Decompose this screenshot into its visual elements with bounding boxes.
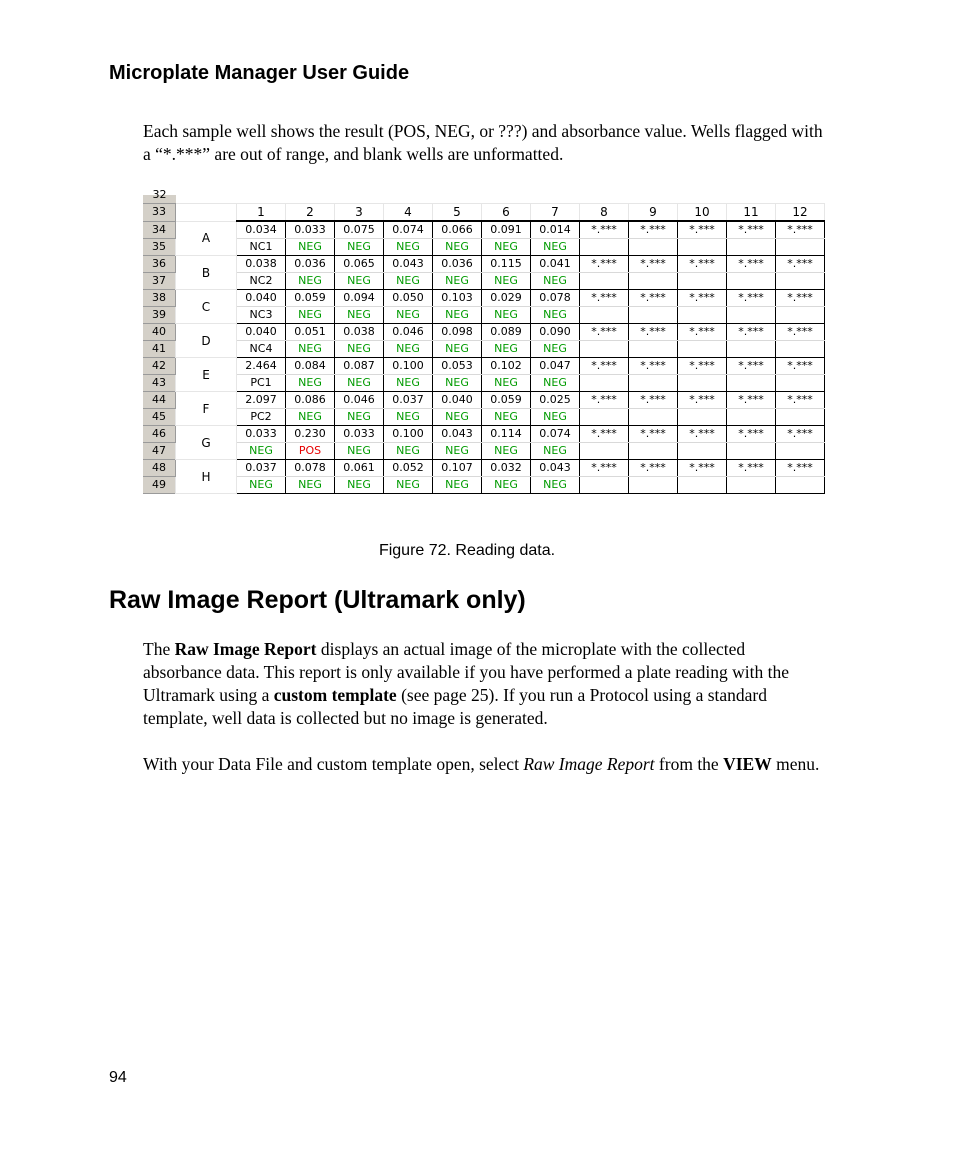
- well-result: NEG: [237, 443, 286, 460]
- well-result: [580, 341, 629, 358]
- well-absorbance: 0.051: [286, 324, 335, 341]
- well-result: NEG: [384, 239, 433, 256]
- spreadsheet-grid: [143, 203, 825, 494]
- column-header: 6: [482, 204, 531, 222]
- plate-row-results: [143, 477, 825, 494]
- well-absorbance: 0.074: [384, 221, 433, 239]
- section-title: Raw Image Report (Ultramark only): [109, 586, 526, 614]
- plate-row-values: [143, 358, 825, 375]
- well-absorbance: *.***: [776, 256, 825, 273]
- well-absorbance: 0.078: [286, 460, 335, 477]
- column-header-row: [143, 204, 825, 222]
- well-absorbance: 0.115: [482, 256, 531, 273]
- well-result: NEG: [482, 443, 531, 460]
- well-absorbance: 0.052: [384, 460, 433, 477]
- intro-text: Each sample well shows the result (POS, NEG, or ???) and absorbance value. Wells flagged with a “*.***” are out of range, and blank wells are unformatted.: [143, 121, 823, 164]
- well-result: [580, 273, 629, 290]
- page-number: 94: [109, 1069, 127, 1086]
- row-number: 48: [143, 460, 176, 477]
- well-result: NEG: [482, 375, 531, 392]
- well-result: [776, 375, 825, 392]
- intro-paragraph: [143, 120, 823, 166]
- plate-row-letter: B: [176, 256, 237, 290]
- well-result: [678, 307, 727, 324]
- well-absorbance: *.***: [629, 392, 678, 409]
- well-result: [727, 273, 776, 290]
- well-result: NC3: [237, 307, 286, 324]
- well-absorbance: *.***: [776, 460, 825, 477]
- plate-row-letter: D: [176, 324, 237, 358]
- well-result: [727, 409, 776, 426]
- well-absorbance: *.***: [629, 290, 678, 307]
- well-absorbance: 0.053: [433, 358, 482, 375]
- well-result: [776, 273, 825, 290]
- well-result: [776, 443, 825, 460]
- well-result: [776, 307, 825, 324]
- well-result: NEG: [335, 239, 384, 256]
- well-result: NEG: [384, 477, 433, 494]
- well-result: NEG: [482, 239, 531, 256]
- well-absorbance: 0.066: [433, 221, 482, 239]
- plate-row-values: [143, 392, 825, 409]
- well-absorbance: *.***: [580, 324, 629, 341]
- well-result: NEG: [482, 341, 531, 358]
- well-absorbance: *.***: [580, 392, 629, 409]
- well-absorbance: *.***: [727, 460, 776, 477]
- well-result: [678, 239, 727, 256]
- well-result: [629, 477, 678, 494]
- section-paragraph-2: With your Data File and custom template open, select Raw Image Report from the VIEW menu.: [143, 754, 820, 774]
- well-absorbance: 0.043: [384, 256, 433, 273]
- well-absorbance: *.***: [678, 460, 727, 477]
- well-result: NEG: [286, 307, 335, 324]
- well-result: [580, 443, 629, 460]
- page-header: Microplate Manager User Guide: [109, 62, 410, 84]
- row-number: 47: [143, 443, 176, 460]
- row-number: 33: [143, 204, 176, 222]
- well-result: NEG: [433, 239, 482, 256]
- well-result: [678, 409, 727, 426]
- well-result: NEG: [384, 307, 433, 324]
- well-result: NEG: [286, 409, 335, 426]
- well-result: NEG: [286, 273, 335, 290]
- well-result: [629, 341, 678, 358]
- well-absorbance: 0.036: [286, 256, 335, 273]
- row-number: 44: [143, 392, 176, 409]
- well-result: NC2: [237, 273, 286, 290]
- plate-row-letter: A: [176, 221, 237, 256]
- well-result: [629, 239, 678, 256]
- well-absorbance: *.***: [678, 221, 727, 239]
- well-absorbance: 0.065: [335, 256, 384, 273]
- well-result: NEG: [286, 239, 335, 256]
- well-absorbance: 0.089: [482, 324, 531, 341]
- well-absorbance: *.***: [629, 460, 678, 477]
- column-header: 8: [580, 204, 629, 222]
- well-absorbance: *.***: [629, 324, 678, 341]
- plate-row-values: [143, 426, 825, 443]
- well-absorbance: 0.103: [433, 290, 482, 307]
- well-result: NEG: [482, 409, 531, 426]
- well-absorbance: 0.100: [384, 426, 433, 443]
- plate-row-results: [143, 341, 825, 358]
- well-absorbance: 0.014: [531, 221, 580, 239]
- plate-row-letter: C: [176, 290, 237, 324]
- well-result: [727, 341, 776, 358]
- well-absorbance: 0.038: [335, 324, 384, 341]
- well-result: NEG: [335, 273, 384, 290]
- well-absorbance: *.***: [727, 324, 776, 341]
- column-header: 1: [237, 204, 286, 222]
- well-absorbance: 0.075: [335, 221, 384, 239]
- well-absorbance: 0.037: [384, 392, 433, 409]
- well-absorbance: 0.040: [433, 392, 482, 409]
- well-absorbance: *.***: [580, 426, 629, 443]
- well-result: [727, 307, 776, 324]
- well-result: NEG: [531, 239, 580, 256]
- well-result: NEG: [335, 477, 384, 494]
- column-header: 3: [335, 204, 384, 222]
- well-result: NEG: [531, 409, 580, 426]
- bold-custom-template: custom template: [273, 685, 397, 705]
- well-absorbance: *.***: [580, 290, 629, 307]
- well-absorbance: 0.038: [237, 256, 286, 273]
- row-number: 43: [143, 375, 176, 392]
- well-result: NEG: [482, 307, 531, 324]
- well-result: [678, 273, 727, 290]
- well-result: [678, 443, 727, 460]
- row-number: 40: [143, 324, 176, 341]
- well-result: NEG: [482, 273, 531, 290]
- plate-row-letter: H: [176, 460, 237, 494]
- well-result: NEG: [384, 375, 433, 392]
- well-absorbance: 0.025: [531, 392, 580, 409]
- italic-raw-image-report: Raw Image Report: [523, 754, 655, 774]
- well-absorbance: 0.050: [384, 290, 433, 307]
- well-absorbance: 0.032: [482, 460, 531, 477]
- plate-row-results: [143, 307, 825, 324]
- well-result: NEG: [384, 341, 433, 358]
- well-absorbance: 0.059: [482, 392, 531, 409]
- well-result: [776, 409, 825, 426]
- well-absorbance: 0.033: [335, 426, 384, 443]
- plate-row-letter: E: [176, 358, 237, 392]
- well-result: NEG: [531, 443, 580, 460]
- well-result: NEG: [384, 443, 433, 460]
- well-absorbance: 0.230: [286, 426, 335, 443]
- well-absorbance: *.***: [727, 221, 776, 239]
- well-result: NEG: [384, 273, 433, 290]
- well-result: NEG: [335, 375, 384, 392]
- well-result: NEG: [433, 341, 482, 358]
- well-result: [678, 477, 727, 494]
- well-absorbance: 0.107: [433, 460, 482, 477]
- plate-row-values: [143, 324, 825, 341]
- well-absorbance: 2.097: [237, 392, 286, 409]
- well-absorbance: *.***: [580, 358, 629, 375]
- well-result: [629, 443, 678, 460]
- well-result: NEG: [286, 341, 335, 358]
- section-paragraph-1: The Raw Image Report displays an actual image of the microplate with the collected absorbance data. This report is only available if you have performed a plate reading with the Ultramark using a custom template (see page 25). If you run a Protocol using a standard template, well data is collected but no image is generated.: [143, 639, 789, 728]
- well-absorbance: *.***: [629, 256, 678, 273]
- well-absorbance: *.***: [776, 358, 825, 375]
- column-header: 7: [531, 204, 580, 222]
- row-number: 36: [143, 256, 176, 273]
- well-absorbance: *.***: [678, 392, 727, 409]
- row-number: 49: [143, 477, 176, 494]
- well-absorbance: *.***: [776, 426, 825, 443]
- well-absorbance: *.***: [727, 256, 776, 273]
- plate-row-results: [143, 409, 825, 426]
- row-number: 46: [143, 426, 176, 443]
- well-result: NEG: [335, 409, 384, 426]
- row-number-partial: 32: [143, 195, 176, 204]
- well-result: NEG: [433, 409, 482, 426]
- column-header: 4: [384, 204, 433, 222]
- well-absorbance: 0.094: [335, 290, 384, 307]
- blank-cell: [176, 204, 237, 222]
- well-absorbance: *.***: [678, 256, 727, 273]
- well-absorbance: *.***: [727, 358, 776, 375]
- plate-row-letter: F: [176, 392, 237, 426]
- well-result: [727, 375, 776, 392]
- well-absorbance: 0.040: [237, 324, 286, 341]
- well-result: NEG: [237, 477, 286, 494]
- well-result: NEG: [433, 375, 482, 392]
- row-number: 35: [143, 239, 176, 256]
- well-result: NC4: [237, 341, 286, 358]
- column-header: 2: [286, 204, 335, 222]
- well-result: NEG: [531, 273, 580, 290]
- well-result: NEG: [531, 477, 580, 494]
- well-absorbance: 0.047: [531, 358, 580, 375]
- column-header: 10: [678, 204, 727, 222]
- reading-data-figure: [143, 188, 836, 507]
- well-absorbance: 2.464: [237, 358, 286, 375]
- well-result: POS: [286, 443, 335, 460]
- well-result: [580, 307, 629, 324]
- well-absorbance: 0.078: [531, 290, 580, 307]
- well-absorbance: *.***: [580, 221, 629, 239]
- well-absorbance: 0.090: [531, 324, 580, 341]
- well-absorbance: 0.046: [384, 324, 433, 341]
- well-result: [776, 477, 825, 494]
- figure-caption: Figure 72. Reading data.: [378, 542, 556, 559]
- well-absorbance: 0.043: [531, 460, 580, 477]
- well-result: [580, 477, 629, 494]
- column-header: 5: [433, 204, 482, 222]
- well-absorbance: 0.086: [286, 392, 335, 409]
- well-absorbance: 0.114: [482, 426, 531, 443]
- well-result: NEG: [335, 443, 384, 460]
- well-result: [727, 477, 776, 494]
- well-result: [678, 375, 727, 392]
- well-result: [727, 239, 776, 256]
- row-number: 39: [143, 307, 176, 324]
- well-result: NC1: [237, 239, 286, 256]
- well-result: NEG: [433, 273, 482, 290]
- well-absorbance: *.***: [629, 426, 678, 443]
- well-absorbance: *.***: [580, 460, 629, 477]
- plate-row-values: [143, 256, 825, 273]
- well-result: [776, 341, 825, 358]
- well-absorbance: 0.034: [237, 221, 286, 239]
- column-header: 11: [727, 204, 776, 222]
- well-absorbance: *.***: [678, 426, 727, 443]
- plate-row-values: [143, 460, 825, 477]
- well-result: NEG: [384, 409, 433, 426]
- plate-row-values: [143, 221, 825, 239]
- well-absorbance: 0.087: [335, 358, 384, 375]
- well-result: PC1: [237, 375, 286, 392]
- row-number: 42: [143, 358, 176, 375]
- plate-row-values: [143, 290, 825, 307]
- well-absorbance: *.***: [727, 392, 776, 409]
- well-result: [580, 239, 629, 256]
- well-absorbance: 0.061: [335, 460, 384, 477]
- well-absorbance: *.***: [678, 358, 727, 375]
- well-absorbance: 0.046: [335, 392, 384, 409]
- well-result: NEG: [482, 477, 531, 494]
- row-number: 38: [143, 290, 176, 307]
- well-absorbance: 0.074: [531, 426, 580, 443]
- well-absorbance: 0.029: [482, 290, 531, 307]
- well-absorbance: *.***: [776, 392, 825, 409]
- well-absorbance: 0.098: [433, 324, 482, 341]
- well-result: [629, 409, 678, 426]
- well-absorbance: 0.091: [482, 221, 531, 239]
- well-result: [629, 273, 678, 290]
- row-number: 37: [143, 273, 176, 290]
- well-absorbance: *.***: [629, 221, 678, 239]
- bold-view-menu: VIEW: [723, 754, 772, 774]
- well-absorbance: 0.100: [384, 358, 433, 375]
- plate-row-letter: G: [176, 426, 237, 460]
- well-result: NEG: [531, 307, 580, 324]
- well-result: NEG: [531, 375, 580, 392]
- row-number: 34: [143, 221, 176, 239]
- well-result: NEG: [531, 341, 580, 358]
- well-absorbance: 0.041: [531, 256, 580, 273]
- plate-row-results: [143, 443, 825, 460]
- well-result: [629, 375, 678, 392]
- well-absorbance: *.***: [678, 290, 727, 307]
- well-absorbance: 0.036: [433, 256, 482, 273]
- well-absorbance: 0.037: [237, 460, 286, 477]
- well-absorbance: *.***: [727, 426, 776, 443]
- well-result: NEG: [286, 375, 335, 392]
- well-absorbance: *.***: [629, 358, 678, 375]
- well-absorbance: 0.040: [237, 290, 286, 307]
- well-absorbance: 0.084: [286, 358, 335, 375]
- well-result: NEG: [433, 307, 482, 324]
- row-number: 45: [143, 409, 176, 426]
- plate-row-results: [143, 273, 825, 290]
- well-result: [629, 307, 678, 324]
- well-absorbance: 0.102: [482, 358, 531, 375]
- well-absorbance: *.***: [776, 324, 825, 341]
- well-result: NEG: [286, 477, 335, 494]
- well-result: [580, 409, 629, 426]
- well-absorbance: *.***: [678, 324, 727, 341]
- well-absorbance: 0.059: [286, 290, 335, 307]
- plate-row-results: [143, 239, 825, 256]
- well-result: [776, 239, 825, 256]
- well-absorbance: *.***: [776, 290, 825, 307]
- well-result: NEG: [433, 477, 482, 494]
- well-result: NEG: [335, 307, 384, 324]
- well-result: [727, 443, 776, 460]
- well-result: PC2: [237, 409, 286, 426]
- column-header: 12: [776, 204, 825, 222]
- bold-raw-image-report: Raw Image Report: [174, 639, 317, 659]
- well-absorbance: *.***: [776, 221, 825, 239]
- well-absorbance: *.***: [727, 290, 776, 307]
- well-result: [580, 375, 629, 392]
- column-header: 9: [629, 204, 678, 222]
- well-result: NEG: [433, 443, 482, 460]
- plate-row-results: [143, 375, 825, 392]
- well-result: [678, 341, 727, 358]
- row-number: 41: [143, 341, 176, 358]
- well-absorbance: 0.033: [286, 221, 335, 239]
- well-absorbance: 0.033: [237, 426, 286, 443]
- well-absorbance: *.***: [580, 256, 629, 273]
- well-absorbance: 0.043: [433, 426, 482, 443]
- well-result: NEG: [335, 341, 384, 358]
